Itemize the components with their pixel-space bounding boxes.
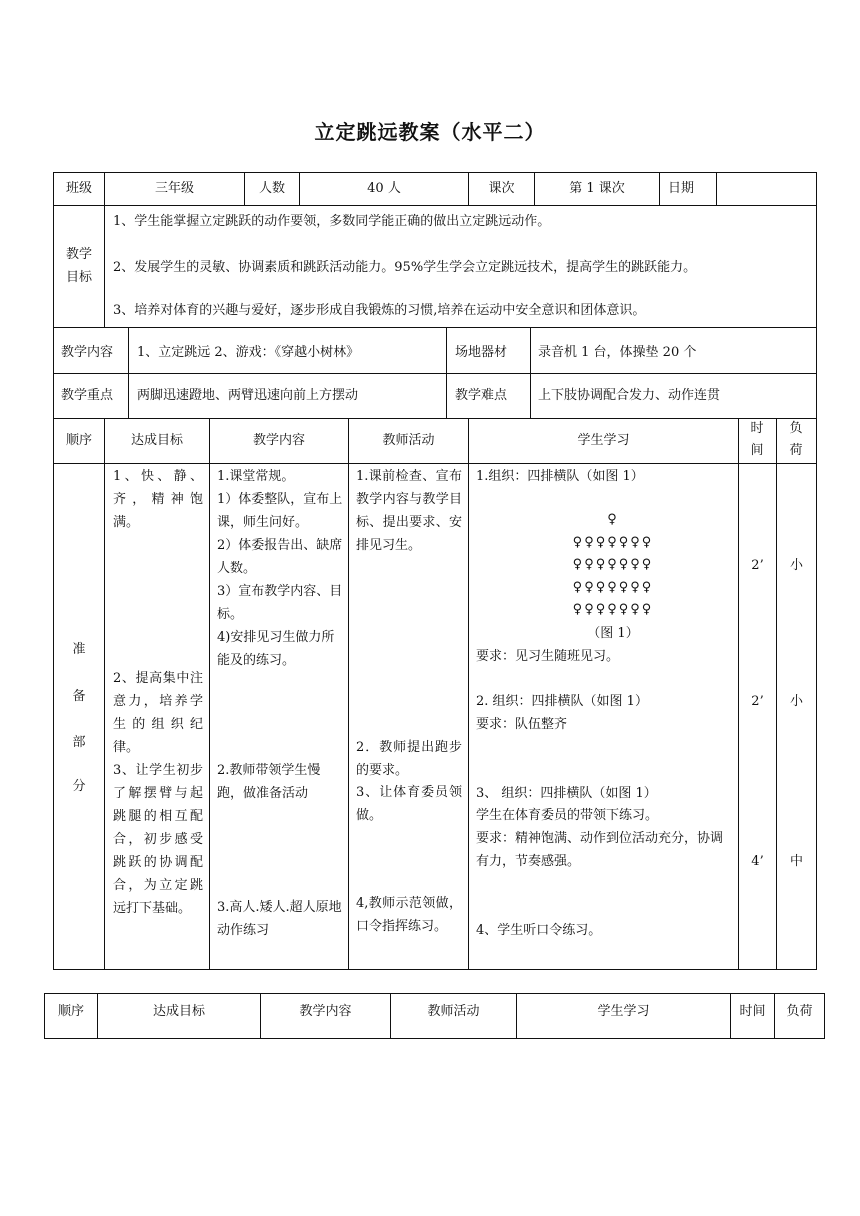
table2-header-time: 时间 [739, 1004, 766, 1019]
student-1-requirement: 要求：见习生随班见习。 [476, 649, 620, 664]
formation-row: ♀♀♀♀♀♀♀ [572, 557, 654, 572]
time-1: 2’ [751, 558, 764, 573]
content-1-line: 1.课堂常规。 [217, 469, 295, 484]
content-label: 教学内容 [61, 345, 114, 360]
header-order: 顺序 [65, 433, 92, 448]
key-point-label: 教学重点 [61, 388, 114, 403]
table2-header-content: 教学内容 [299, 1004, 352, 1019]
formation-row: ♀♀♀♀♀♀♀ [572, 580, 654, 595]
header-time: 时间 [750, 421, 764, 458]
equipment-value: 录音机 1 台，体操垫 20 个 [538, 345, 697, 360]
header-teacher: 教师活动 [382, 433, 435, 448]
count-value: 40 人 [367, 181, 401, 196]
section-char-3: 部 [72, 735, 86, 750]
table2-header-student: 学生学习 [597, 1004, 650, 1019]
student-2: 2. 组织：四排横队（如图 1） [476, 694, 648, 709]
difficulty-value: 上下肢协调配合发力、动作连贯 [538, 388, 721, 403]
header-load: 负荷 [789, 421, 803, 458]
student-3-text: 学生在体育委员的带领下练习。 [476, 808, 659, 823]
header-content: 教学内容 [252, 433, 305, 448]
class-value: 三年级 [154, 181, 194, 196]
formation-row: ♀♀♀♀♀♀♀ [572, 602, 654, 617]
student-2-requirement: 要求：队伍整齐 [476, 717, 568, 732]
content-2: 2.教师带领学生慢跑，做准备活动 [217, 763, 321, 801]
key-point-value: 两脚迅速蹬地、两臂迅速向前上方摆动 [137, 388, 359, 403]
formation-caption: （图 1） [587, 626, 639, 641]
table2-header-load: 负荷 [786, 1004, 813, 1019]
header-goal: 达成目标 [130, 433, 183, 448]
content-1 [217, 465, 345, 672]
table2-header-order: 顺序 [57, 1004, 84, 1019]
teacher-3: 3、让体育委员领做。 [356, 785, 462, 823]
objective-1: 1、学生能掌握立定跳跃的动作要领，多数同学能正确的做出立定跳远动作。 [113, 214, 551, 229]
student-3: 3、 组织：四排横队（如图 1） [476, 786, 657, 801]
teacher-2: 2．教师提出跑步的要求。 [356, 740, 462, 778]
student-1: 1.组织：四排横队（如图 1） [476, 469, 644, 484]
content-1-line: 3）宣布教学内容、目标。 [217, 584, 343, 622]
lesson-label: 课次 [488, 181, 515, 196]
load-3: 中 [789, 854, 803, 869]
goal-3: 3、让学生初步了解摆臂与起跳腿的相互配合，初步感受跳跃的协调配合，为立定跳远打下基础。 [113, 763, 203, 916]
count-label: 人数 [258, 181, 285, 196]
load-2: 小 [789, 694, 803, 709]
content-1-line: 2）体委报告出、缺席人数。 [217, 538, 343, 576]
lesson-value: 第 1 课次 [569, 181, 625, 196]
student-4: 4、学生听口令练习。 [476, 923, 602, 938]
class-label: 班级 [65, 181, 92, 196]
section-char-2: 备 [72, 689, 86, 704]
goal-2: 2、提高集中注意力，培养学生的组织纪律。 [113, 671, 203, 755]
table2-header-teacher: 教师活动 [427, 1004, 480, 1019]
objectives-label: 教学目标 [65, 247, 92, 285]
equipment-label: 场地器材 [455, 345, 508, 360]
load-1: 小 [789, 558, 803, 573]
header-student: 学生学习 [577, 433, 630, 448]
student-3-requirement: 要求：精神饱满、动作到位活动充分，协调有力，节奏感强。 [476, 831, 724, 869]
formation-leader-icon: ♀ [607, 512, 619, 527]
formation-row: ♀♀♀♀♀♀♀ [572, 535, 654, 550]
objective-2: 2、发展学生的灵敏、协调素质和跳跃活动能力。95%学生学会立定跳远技术，提高学生的跳跃能力。 [113, 260, 697, 275]
section-char-1: 准 [72, 642, 86, 657]
section-char-4: 分 [72, 779, 86, 794]
content-3: 3.高人.矮人.超人原地动作练习 [217, 900, 342, 938]
content-1-line: 4)安排见习生做力所能及的练习。 [217, 630, 335, 668]
page-title: 立定跳远教案（水平二） [314, 120, 546, 144]
content-1-line: 1）体委整队，宣布上课，师生问好。 [217, 492, 343, 530]
table2-header-goal: 达成目标 [152, 1004, 205, 1019]
difficulty-label: 教学难点 [455, 388, 508, 403]
teacher-1: 1.课前检查、宣布教学内容与教学目标、提出要求、安排见习生。 [356, 469, 462, 553]
time-2: 2’ [751, 694, 764, 709]
teacher-4: 4,教师示范领做，口令指挥练习。 [356, 896, 462, 934]
date-label: 日期 [668, 181, 695, 196]
goal-1: 1、快、静、齐，精神饱满。 [113, 469, 203, 530]
content-value: 1、立定跳远 2、游戏：《穿越小树林》 [137, 345, 360, 360]
objective-3: 3、培养对体育的兴趣与爱好，逐步形成自我锻炼的习惯,培养在运动中安全意识和团体意识。 [113, 303, 646, 318]
time-3: 4’ [751, 854, 764, 869]
